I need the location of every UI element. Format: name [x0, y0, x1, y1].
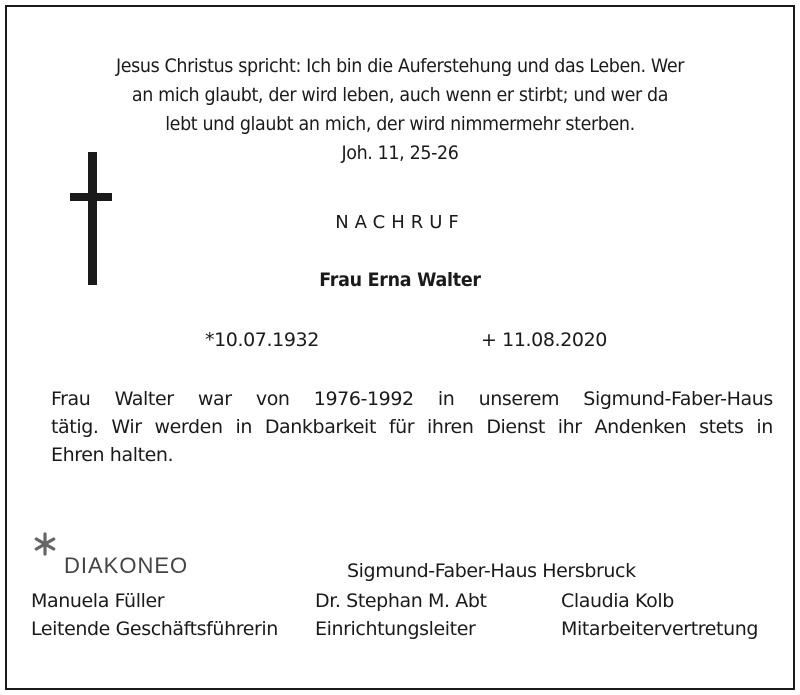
signatory-role: Leitende Geschäftsführerin — [31, 618, 278, 640]
diakoneo-logo: DIAKONEO — [64, 553, 189, 578]
body-word: ihren — [427, 416, 474, 438]
body-word: von — [255, 388, 290, 410]
page-title: NACHRUF — [335, 212, 465, 233]
verse-line-1: Jesus Christus spricht: Ich bin die Auferstehung und das Leben. Wer — [115, 55, 685, 77]
body-word: Wir — [111, 416, 142, 438]
body-word: für — [388, 416, 415, 438]
body-line-2 — [51, 413, 773, 441]
signatory-name: Claudia Kolb — [561, 590, 674, 612]
body-word: war — [197, 388, 232, 410]
verse-line-3: lebt und glaubt an mich, der wird nimmermehr sterben. — [165, 113, 635, 135]
asterisk-icon — [33, 532, 57, 556]
body-word: Frau — [51, 388, 91, 410]
verse-line-2: an mich glaubt, der wird leben, auch wenn er stirbt; und wer da — [131, 84, 669, 106]
deceased-name: Frau Erna Walter — [319, 269, 481, 291]
institution-name: Sigmund-Faber-Haus Hersbruck — [347, 560, 636, 582]
obituary-notice — [5, 5, 795, 690]
verse-reference: Joh. 11, 25-26 — [341, 142, 459, 164]
body-word: in — [756, 416, 773, 438]
body-word: Andenken — [594, 416, 687, 438]
body-word: Walter — [114, 388, 174, 410]
bible-verse — [38, 52, 761, 168]
body-word: 1976-1992 — [313, 388, 414, 410]
signatory-name: Dr. Stephan M. Abt — [315, 590, 487, 612]
body-word: ihr — [557, 416, 582, 438]
body-word: in — [437, 388, 455, 410]
signatory-role: Einrichtungsleiter — [315, 618, 476, 640]
signatory-name: Manuela Füller — [31, 590, 165, 612]
body-line-1 — [51, 385, 773, 413]
body-word: in — [235, 416, 252, 438]
body-word: werden — [154, 416, 223, 438]
body-word: Dankbarkeit — [264, 416, 376, 438]
birth-date: *10.07.1932 — [205, 329, 319, 351]
body-word: Sigmund-Faber-Haus — [583, 388, 773, 410]
signatory-role: Mitarbeitervertretung — [561, 618, 759, 640]
obituary-text — [51, 385, 773, 469]
body-word: stets — [699, 416, 744, 438]
body-line-3: Ehren halten. — [51, 444, 174, 466]
body-word: unserem — [478, 388, 560, 410]
body-word: Dienst — [486, 416, 545, 438]
body-word: tätig. — [51, 416, 99, 438]
death-date: + 11.08.2020 — [481, 329, 607, 351]
